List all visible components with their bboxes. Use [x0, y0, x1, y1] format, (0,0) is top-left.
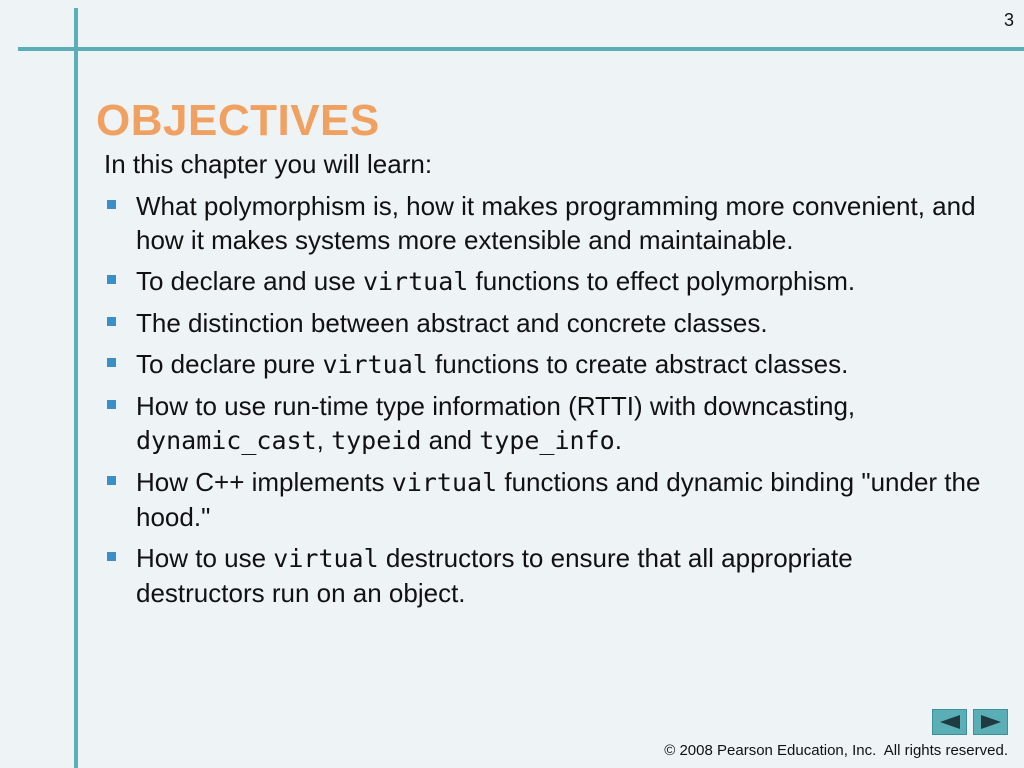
slide-content — [104, 147, 984, 617]
previous-slide-button[interactable] — [932, 709, 967, 735]
bullet-text: functions and dynamic binding "under the hood." — [136, 467, 981, 532]
square-bullet-icon — [107, 358, 116, 367]
bullet-text: functions to effect polymorphism. — [468, 266, 856, 296]
bullet-text: and — [421, 425, 480, 455]
code-keyword: dynamic_cast — [136, 426, 317, 455]
next-slide-button[interactable] — [973, 709, 1008, 735]
slide-title: OBJECTIVES — [96, 96, 380, 146]
square-bullet-icon — [107, 476, 116, 485]
square-bullet-icon — [107, 552, 116, 561]
objectives-list — [104, 189, 984, 610]
list-item — [104, 264, 984, 299]
bullet-text: . — [614, 425, 622, 455]
page-number: 3 — [1003, 10, 1014, 30]
code-keyword: typeid — [331, 426, 422, 455]
list-item — [104, 189, 984, 257]
list-item — [104, 465, 984, 534]
bullet-text: functions to create abstract classes. — [427, 349, 849, 379]
vertical-rule — [74, 8, 78, 768]
code-keyword: virtual — [322, 350, 428, 379]
square-bullet-icon — [107, 317, 116, 326]
bullet-text: To declare pure — [136, 349, 323, 379]
arrow-right-icon — [980, 714, 1002, 730]
bullet-text: How C++ implements — [136, 467, 392, 497]
arrow-left-icon — [939, 714, 961, 730]
slide-navigation — [932, 709, 1008, 735]
code-keyword: virtual — [362, 267, 469, 296]
list-item — [104, 347, 984, 382]
copyright-footer: © 2008 Pearson Education, Inc. All rights reserved. — [664, 742, 1008, 759]
code-keyword: virtual — [273, 544, 379, 573]
list-item — [104, 389, 984, 458]
bullet-text: To declare and use — [136, 266, 363, 296]
square-bullet-icon — [107, 200, 116, 209]
bullet-text: The distinction between abstract and concrete classes. — [136, 308, 768, 338]
square-bullet-icon — [107, 275, 116, 284]
intro-text: In this chapter you will learn: — [104, 149, 433, 179]
list-item — [104, 541, 984, 610]
code-keyword: virtual — [391, 468, 498, 497]
bullet-text: , — [316, 425, 332, 455]
code-keyword: type_info — [479, 426, 615, 455]
bullet-text: destructors to ensure that all appropriate destructors run on an object. — [136, 543, 853, 608]
list-item — [104, 306, 984, 340]
square-bullet-icon — [107, 400, 116, 409]
bullet-text: How to use run-time type information (RTTI) with downcasting, — [136, 391, 856, 421]
bullet-text: What polymorphism is, how it makes programming more convenient, and how it makes systems more extensible and maintainable. — [136, 191, 976, 255]
bullet-text: How to use — [136, 543, 274, 573]
horizontal-rule — [18, 47, 1024, 51]
